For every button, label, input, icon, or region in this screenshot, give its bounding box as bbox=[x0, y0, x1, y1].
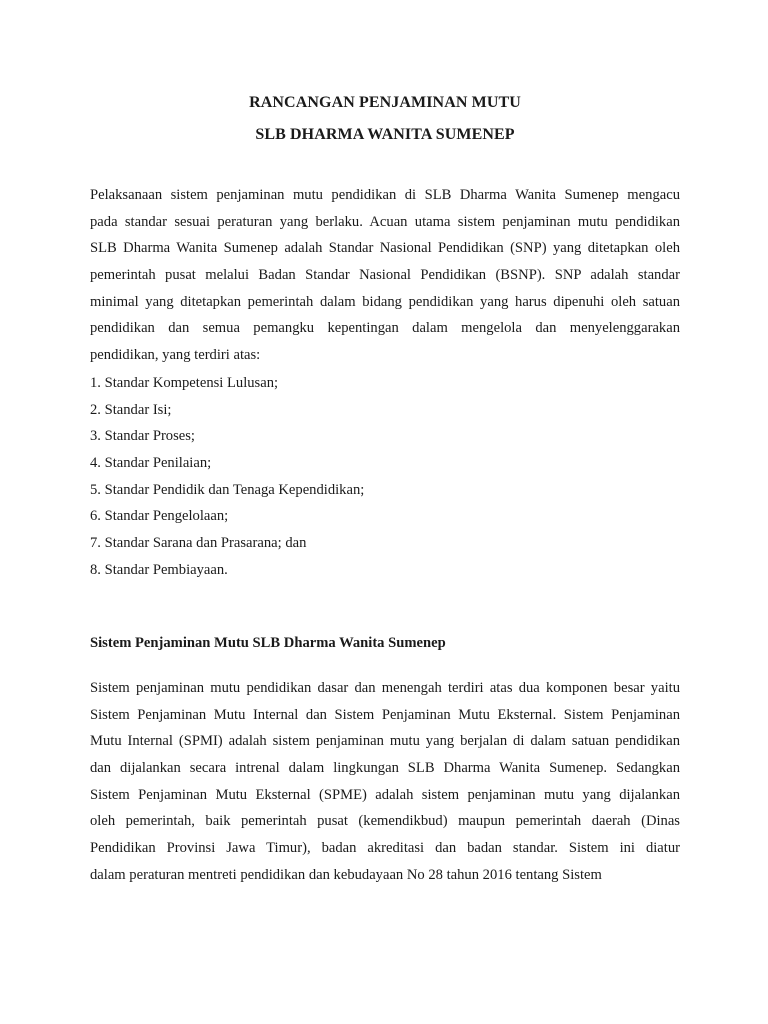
paragraph-line: Sistem Penjaminan Mutu Internal dan Sistem Penjaminan Mutu Eksternal. Sistem Penjaminan bbox=[90, 706, 680, 723]
paragraph-line: pendidikan dan semua pemangku kepentingan dalam mengelola dan menyelenggarakan bbox=[90, 320, 680, 337]
system-paragraph bbox=[90, 675, 680, 889]
standards-list bbox=[90, 370, 680, 584]
list-item: 3. Standar Proses; bbox=[90, 428, 195, 445]
paragraph-line: pemerintah pusat melalui Badan Standar Nasional Pendidikan (BSNP). SNP adalah standar bbox=[90, 267, 680, 284]
paragraph-line: Pendidikan Provinsi Jawa Timur), badan akreditasi dan badan standar. Sistem ini diatur bbox=[90, 840, 680, 857]
paragraph-line: oleh pemerintah, baik pemerintah pusat (kemendikbud) maupun pemerintah daerah (Dinas bbox=[90, 813, 680, 830]
document-title-line-1: RANCANGAN PENJAMINAN MUTU bbox=[249, 94, 521, 111]
list-item: 2. Standar Isi; bbox=[90, 401, 172, 418]
paragraph-line: SLB Dharma Wanita Sumenep adalah Standar Nasional Pendidikan (SNP) yang ditetapkan oleh bbox=[90, 240, 680, 257]
paragraph-line: Pelaksanaan sistem penjaminan mutu pendidikan di SLB Dharma Wanita Sumenep mengacu bbox=[90, 187, 680, 203]
list-item: 1. Standar Kompetensi Lulusan; bbox=[90, 375, 279, 391]
paragraph-line: dalam peraturan mentreti pendidikan dan kebudayaan No 28 tahun 2016 tentang Sistem bbox=[90, 866, 602, 883]
paragraph-line: dan dijalankan secara intrenal dalam lingkungan SLB Dharma Wanita Sumenep. Sedangkan bbox=[90, 760, 680, 777]
paragraph-line: pendidikan, yang terdiri atas: bbox=[90, 347, 261, 364]
list-item: 5. Standar Pendidik dan Tenaga Kependidikan; bbox=[90, 481, 365, 498]
section-heading: Sistem Penjaminan Mutu SLB Dharma Wanita Sumenep bbox=[90, 635, 446, 651]
paragraph-line: minimal yang ditetapkan pemerintah dalam bidang pendidikan yang harus dipenuhi oleh satuan bbox=[90, 293, 680, 310]
list-item: 8. Standar Pembiayaan. bbox=[90, 561, 228, 578]
intro-paragraph bbox=[90, 182, 680, 369]
document-title-line-2: SLB DHARMA WANITA SUMENEP bbox=[255, 126, 515, 143]
list-item: 4. Standar Penilaian; bbox=[90, 455, 212, 472]
paragraph-line: Sistem Penjaminan Mutu Eksternal (SPME) adalah sistem penjaminan mutu yang dijalankan bbox=[90, 786, 680, 803]
paragraph-line: pada standar sesuai peraturan yang berlaku. Acuan utama sistem penjaminan mutu pendidikan bbox=[90, 213, 680, 230]
paragraph-line: Mutu Internal (SPMI) adalah sistem penjaminan mutu yang berjalan di dalam satuan pendidikan bbox=[90, 733, 680, 750]
list-item: 6. Standar Pengelolaan; bbox=[90, 508, 229, 525]
list-item: 7. Standar Sarana dan Prasarana; dan bbox=[90, 535, 307, 552]
paragraph-line: Sistem penjaminan mutu pendidikan dasar dan menengah terdiri atas dua komponen besar yaitu bbox=[90, 680, 680, 696]
